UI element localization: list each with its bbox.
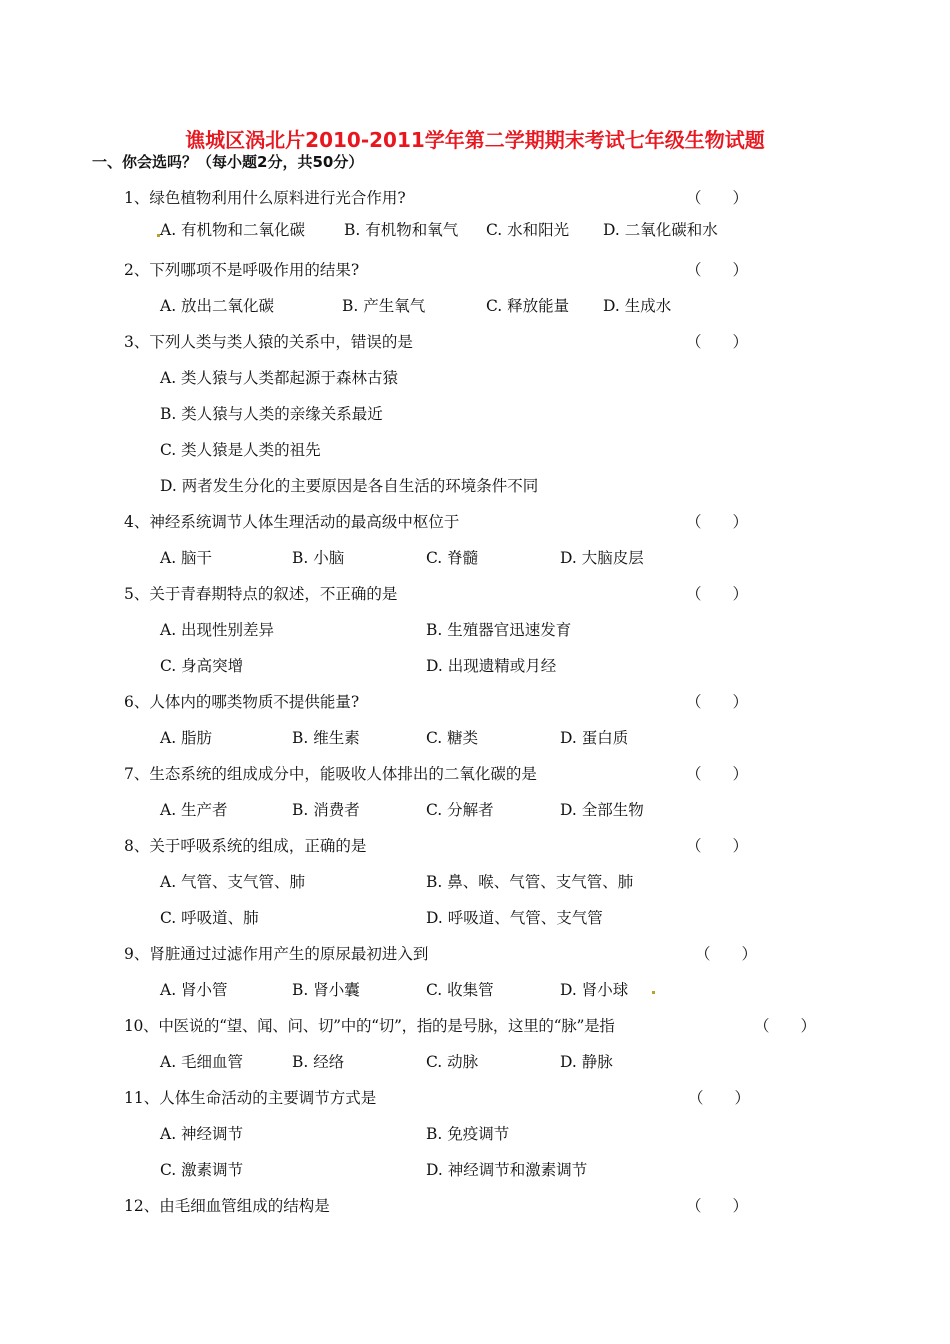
option-b: B. 鼻、喉、气管、支气管、肺 [426,873,634,891]
question-stem: 12、由毛细血管组成的结构是 [124,1197,330,1215]
question-stem: 1、绿色植物利用什么原料进行光合作用? [124,189,406,207]
question-stem: 9、肾脏通过过滤作用产生的原尿最初进入到 [124,945,429,963]
option-d: D. 生成水 [603,297,672,315]
option-b: B. 小脑 [292,549,345,567]
option-d: D. 神经调节和激素调节 [426,1161,588,1179]
question-stem: 8、关于呼吸系统的组成，正确的是 [124,837,367,855]
answer-bracket: （ ） [686,261,749,279]
answer-bracket: （ ） [686,1197,749,1215]
option-d: D. 二氧化碳和水 [603,221,718,239]
option-a: A. 类人猿与人类都起源于森林古猿 [160,369,399,387]
option-b: B. 有机物和氧气 [344,221,459,239]
option-c: C. 水和阳光 [486,221,570,239]
answer-bracket: （ ） [686,585,749,603]
answer-bracket: （ ） [686,693,749,711]
exam-title: 谯城区涡北片2010-2011学年第二学期期末考试七年级生物试题 [185,128,765,152]
answer-bracket: （ ） [686,837,749,855]
stray-mark [652,991,655,994]
option-a: A. 生产者 [160,801,228,819]
answer-bracket: （ ） [686,765,749,783]
question-stem: 2、下列哪项不是呼吸作用的结果? [124,261,360,279]
option-c: C. 脊髓 [426,549,479,567]
question-stem: 3、下列人类与类人猿的关系中，错误的是 [124,333,413,351]
option-b: B. 产生氧气 [342,297,426,315]
answer-bracket: （ ） [688,1089,751,1107]
option-d: D. 蛋白质 [560,729,629,747]
option-b: B. 经络 [292,1053,345,1071]
option-b: B. 肾小囊 [292,981,360,999]
question-stem: 10、中医说的“望、闻、问、切”中的“切”，指的是号脉，这里的“脉”是指 [124,1017,615,1035]
option-c: C. 类人猿是人类的祖先 [160,441,321,459]
option-c: C. 分解者 [426,801,494,819]
option-c: C. 收集管 [426,981,494,999]
option-a: A. 放出二氧化碳 [160,297,275,315]
option-b: B. 维生素 [292,729,360,747]
option-c: C. 呼吸道、肺 [160,909,259,927]
option-a: A. 肾小管 [160,981,228,999]
option-a: A. 神经调节 [160,1125,244,1143]
option-d: D. 静脉 [560,1053,613,1071]
answer-bracket: （ ） [686,513,749,531]
answer-bracket: （ ） [686,189,749,207]
option-b: B. 免疫调节 [426,1125,510,1143]
option-c: C. 身高突增 [160,657,244,675]
option-d: D. 出现遗精或月经 [426,657,557,675]
option-c: C. 释放能量 [486,297,570,315]
question-stem: 6、人体内的哪类物质不提供能量? [124,693,360,711]
question-stem: 7、生态系统的组成成分中，能吸收人体排出的二氧化碳的是 [124,765,537,783]
option-a: A. 脂肪 [160,729,213,747]
option-c: C. 糖类 [426,729,479,747]
question-stem: 11、人体生命活动的主要调节方式是 [124,1089,377,1107]
answer-bracket: （ ） [754,1017,817,1035]
option-a: A. 有机物和二氧化碳 [160,221,306,239]
option-a: A. 气管、支气管、肺 [160,873,306,891]
option-a: A. 毛细血管 [160,1053,244,1071]
section-heading: 一、你会选吗？（每小题2分，共50分） [92,153,364,171]
option-c: C. 激素调节 [160,1161,244,1179]
option-d: D. 肾小球 [560,981,629,999]
option-b: B. 消费者 [292,801,360,819]
question-stem: 5、关于青春期特点的叙述，不正确的是 [124,585,398,603]
option-d: D. 呼吸道、气管、支气管 [426,909,603,927]
option-a: A. 出现性别差异 [160,621,275,639]
option-d: D. 两者发生分化的主要原因是各自生活的环境条件不同 [160,477,539,495]
option-c: C. 动脉 [426,1053,479,1071]
option-b: B. 类人猿与人类的亲缘关系最近 [160,405,383,423]
question-stem: 4、神经系统调节人体生理活动的最高级中枢位于 [124,513,460,531]
answer-bracket: （ ） [695,945,758,963]
option-a: A. 脑干 [160,549,213,567]
option-b: B. 生殖器官迅速发育 [426,621,572,639]
answer-bracket: （ ） [686,333,749,351]
option-d: D. 全部生物 [560,801,644,819]
option-d: D. 大脑皮层 [560,549,644,567]
